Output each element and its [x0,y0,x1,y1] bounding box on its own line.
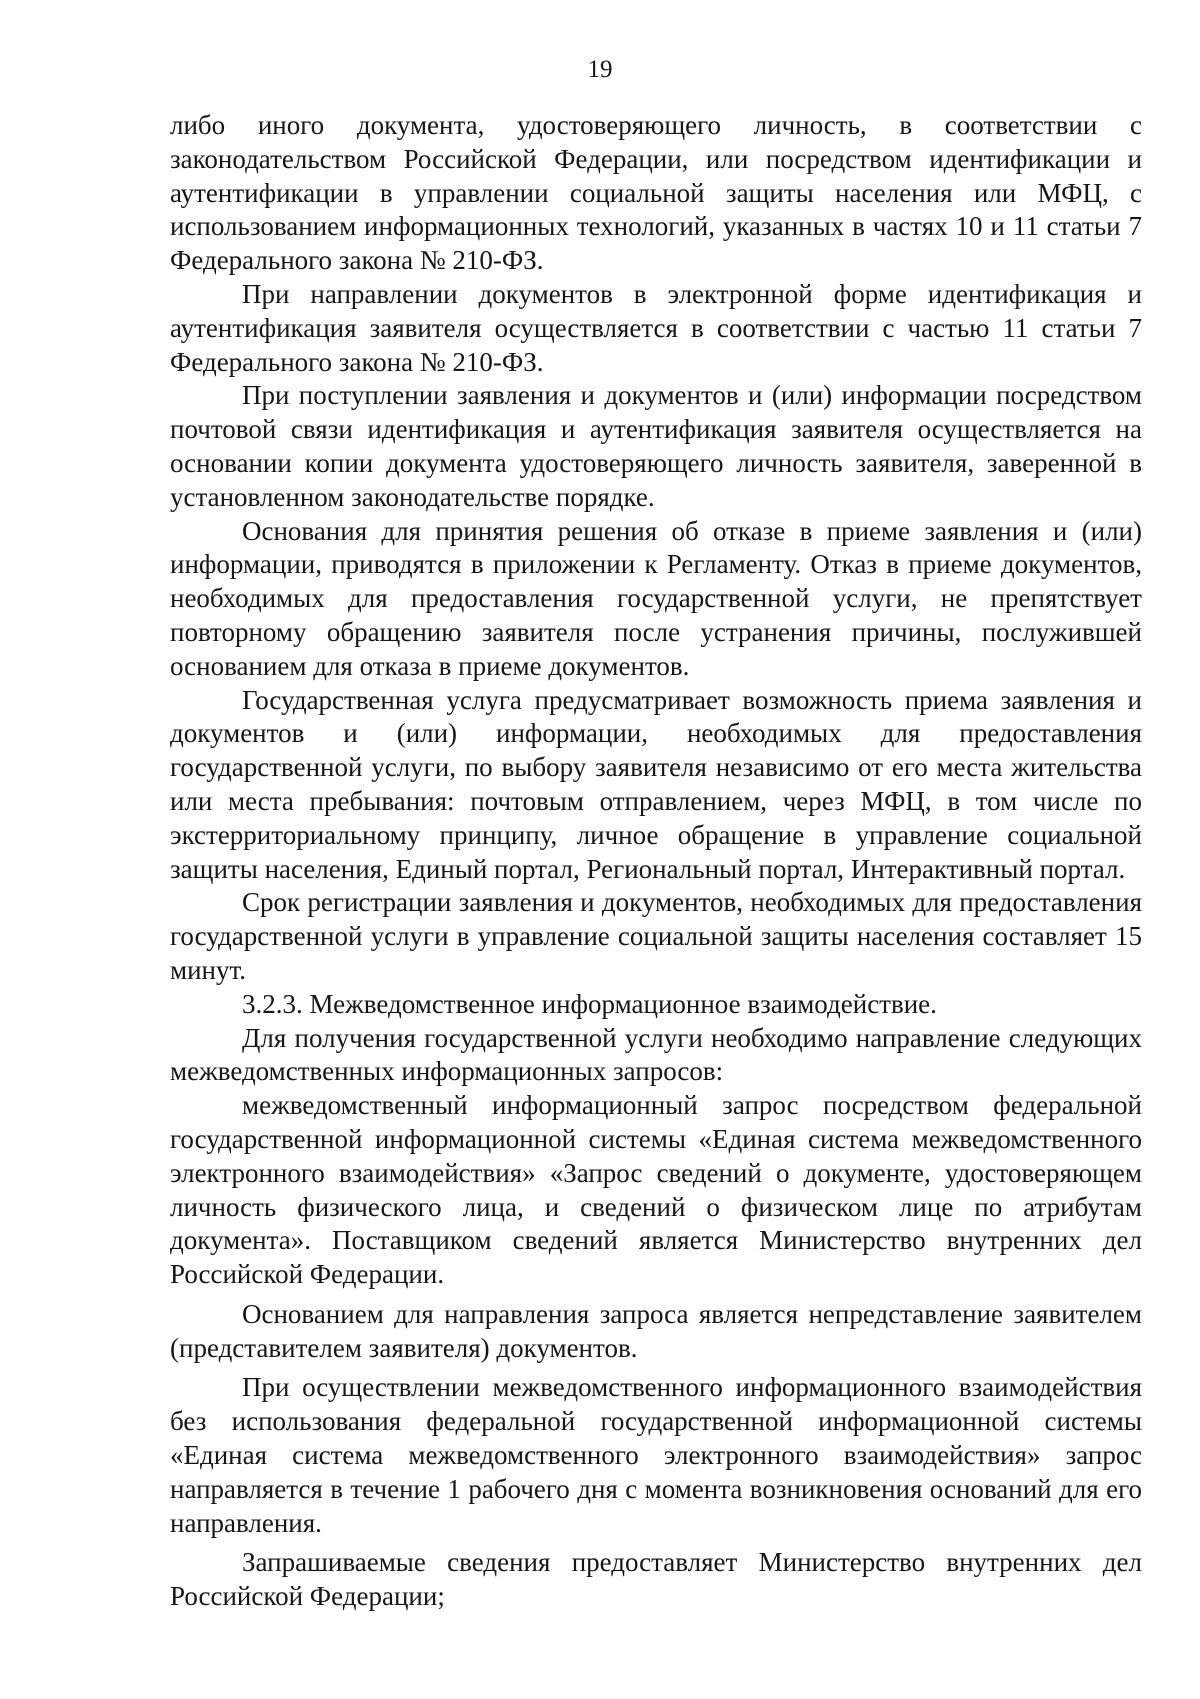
section-heading-3-2-3: 3.2.3. Межведомственное информационное взаимодействие. [242,988,937,1019]
paragraph-electronic-identification: При направлении документов в электронной форме идентификация и аутентификация заявителя осуществляется в соответствии с частью 11 статьи 7 Федерального закона № 210-ФЗ. [170,278,1142,377]
paragraph-request-without-smev: При осуществлении межведомственного информационного взаимодействия без использования федеральной государственной информационной системы «Единая система межведомственного электронного взаимодействия» запрос направляется в течение 1 рабочего дня с момента возникновения оснований для его направления. [170,1372,1142,1538]
document-body [170,109,1142,1614]
paragraph-information-provider: Запрашиваемые сведения предоставляет Министерство внутренних дел Российской Федерации; [170,1547,1142,1612]
paragraph-request-grounds: Основанием для направления запроса является непредставление заявителем (представителем заявителя) документов. [170,1298,1142,1363]
paragraph-interagency-requests: Для получения государственной услуги необходимо направление следующих межведомственных информационных запросов: [170,1022,1142,1087]
paragraph-registration-term: Срок регистрации заявления и документов, необходимых для предоставления государственной услуги в управление социальной защиты населения составляет 15 минут. [170,887,1142,985]
paragraph-identity-continuation: либо иного документа, удостоверяющего личность, в соответствии с законодательством Российской Федерации, или посредством идентификации и аутентификации в управлении социальной защиты населения или МФЦ, с использованием информационных технологий, указанных в частях 10 и 11 статьи 7 Федерального закона № 210-ФЗ. [170,110,1142,276]
paragraph-smev-request: межведомственный информационный запрос посредством федеральной государственной информационной системы «Единая система межведомственного электронного взаимодействия» «Запрос сведений о документе, удостоверяющем личность физического лица, и сведений о физическом лице по атрибутам документа». Поставщиком сведений является Министерство внутренних дел Российской Федерации. [170,1090,1142,1290]
paragraph-submission-channels: Государственная услуга предусматривает возможность приема заявления и документов и (или) информации, необходимых для предоставления государственной услуги, по выбору заявителя независимо от его места жительства или места пребывания: почтовым отправлением, через МФЦ, в том числе по экстерриториальному принципу, личное обращение в управление социальной защиты населения, Единый портал, Региональный портал, Интерактивный портал. [170,684,1142,884]
paragraph-refusal-grounds: Основания для принятия решения об отказе в приеме заявления и (или) информации, приводятся в приложении к Регламенту. Отказ в приеме документов, необходимых для предоставления государственной услуги, не препятствует повторному обращению заявителя после устранения причины, послужившей основанием для отказа в приеме документов. [170,515,1142,681]
page-number: 19 [587,56,613,83]
paragraph-postal-identification: При поступлении заявления и документов и (или) информации посредством почтовой связи идентификация и аутентификация заявителя осуществляется на основании копии документа удостоверяющего личность заявителя, заверенной в установленном законодательстве порядке. [170,380,1142,512]
